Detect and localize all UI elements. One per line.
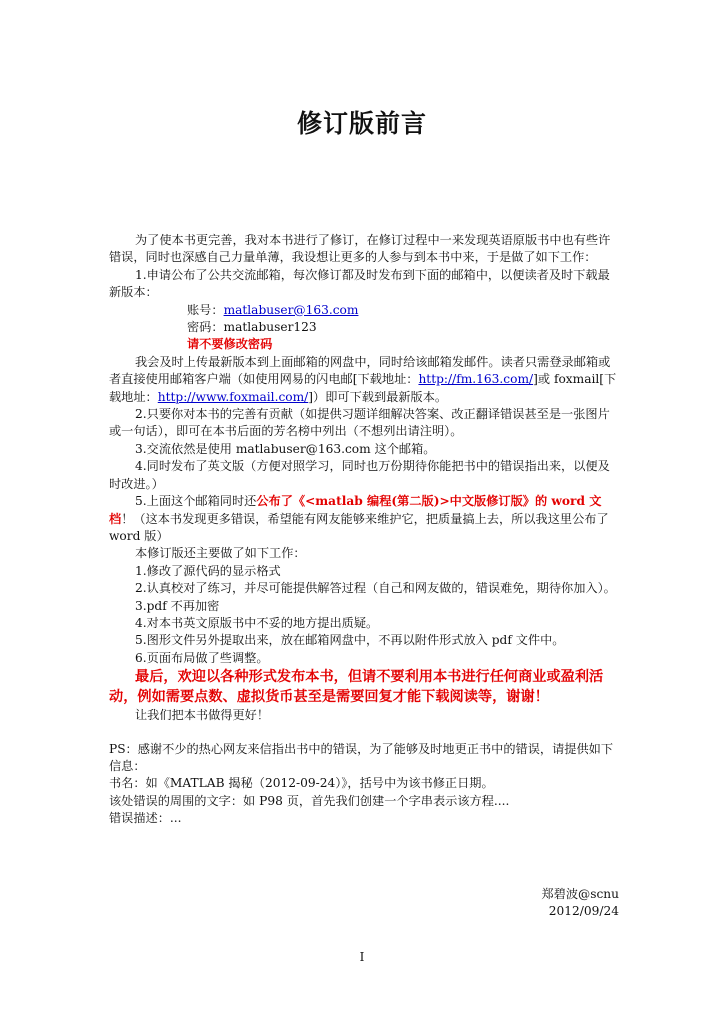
update-text-c: ]）即可下载到最新版本。 xyxy=(308,389,448,404)
main-work-item: 3.pdf 不再加密 xyxy=(135,598,220,613)
spacer xyxy=(109,828,619,886)
work-item-2: 2.只要你对本书的完善有贡献（如提供习题详细解决答案、改正翻译错误甚至是一张图片或一句话），即可在本书后面的芳名榜中列出（不想列出请注明）。 xyxy=(109,407,610,439)
password-warning: 请不要修改密码 xyxy=(187,337,273,352)
update-text-a: 我会及时上传最新版本到上面邮箱的网盘中，同时给该邮箱发邮件。读者只需登录邮箱或者直接使用邮箱客户端（如使用网易的闪电邮[下载地址： xyxy=(109,354,611,387)
intro-paragraph: 为了使本书更完善，我对本书进行了修订，在修订过程中一来发现英语原版书中也有些许错误，同时也深感自己力量单薄，我设想让更多的人参与到本书中来，于是做了如下工作： xyxy=(109,233,611,265)
foxmail-link[interactable]: http://www.foxmail.com/ xyxy=(157,389,309,404)
thanks-line: 让我们把本书做得更好！ xyxy=(135,708,270,723)
page-title: 修订版前言 xyxy=(296,109,427,138)
ps-line: 该处错误的周围的文字：如 P98 页，首先我们创建一个字串表示该方程.... xyxy=(109,793,510,808)
main-work-item: 1.修改了源代码的显示格式 xyxy=(135,563,281,578)
password-line: 密码：matlabuser123 xyxy=(187,320,317,335)
work-item-4: 4.同时发布了英文版（方便对照学习，同时也万份期待你能把书中的错误指出来，以便及时改进。） xyxy=(109,459,610,491)
ps-line: PS：感谢不少的热心网友来信指出书中的错误，为了能够及时地更正书中的错误，请提供如下信息： xyxy=(109,741,614,773)
spacer xyxy=(109,725,619,741)
main-work-intro: 本修订版还主要做了如下工作： xyxy=(135,546,306,561)
ps-line: 错误描述：... xyxy=(109,811,182,826)
main-work-item: 2.认真校对了练习，并尽可能提供解答过程（自己和网友做的，错误难免，期待你加入）。 xyxy=(135,581,616,596)
signature-date: 2012/09/24 xyxy=(548,904,619,918)
update-text-b: ]或 foxmail[下载地址： xyxy=(109,372,617,404)
main-work-item: 6.页面布局做了些调整。 xyxy=(135,650,269,665)
update-paragraph xyxy=(109,354,619,406)
final-notice: 最后，欢迎以各种形式发布本书，但请不要利用本书进行任何商业或盈利活动，例如需要点数、虚拟货币甚至是需要回复才能下载阅读等，谢谢！ xyxy=(109,669,604,706)
item5-highlight: 公布了《<matlab 编程(第二版)>中文版修订版》的 word 文档 xyxy=(109,494,602,526)
page-number: I xyxy=(359,950,365,964)
signature-name: 郑碧波@scnu xyxy=(541,886,619,901)
preface-body xyxy=(109,232,619,920)
ps-line: 书名：如《MATLAB 揭秘（2012-09-24）》，括号中为该书修正日期。 xyxy=(109,776,494,791)
account-label: 账号： xyxy=(187,302,224,317)
fm163-link[interactable]: http://fm.163.com/ xyxy=(418,372,534,387)
main-work-item: 5.图形文件另外提取出来，放在邮箱网盘中，不再以附件形式放入 pdf 文件中。 xyxy=(135,633,565,648)
work-item-3: 3.交流依然是使用 matlabuser@163.com 这个邮箱。 xyxy=(135,441,436,456)
item5-text-b: ！（这本书发现更多错误，希望能有网友能够来维护它，把质量搞上去，所以我这里公布了 word 版） xyxy=(109,511,609,543)
item5-text-a: 5.上面这个邮箱同时还 xyxy=(135,494,257,509)
work-item-5 xyxy=(109,493,619,545)
account-email-link[interactable]: matlabuser@163.com xyxy=(223,302,359,317)
account-line xyxy=(109,302,619,319)
main-work-item: 4.对本书英文原版书中不妥的地方提出质疑。 xyxy=(135,615,379,630)
work-item-1: 1.申请公布了公共交流邮箱，每次修订都及时发布到下面的邮箱中，以便读者及时下载最新版本： xyxy=(109,267,610,300)
